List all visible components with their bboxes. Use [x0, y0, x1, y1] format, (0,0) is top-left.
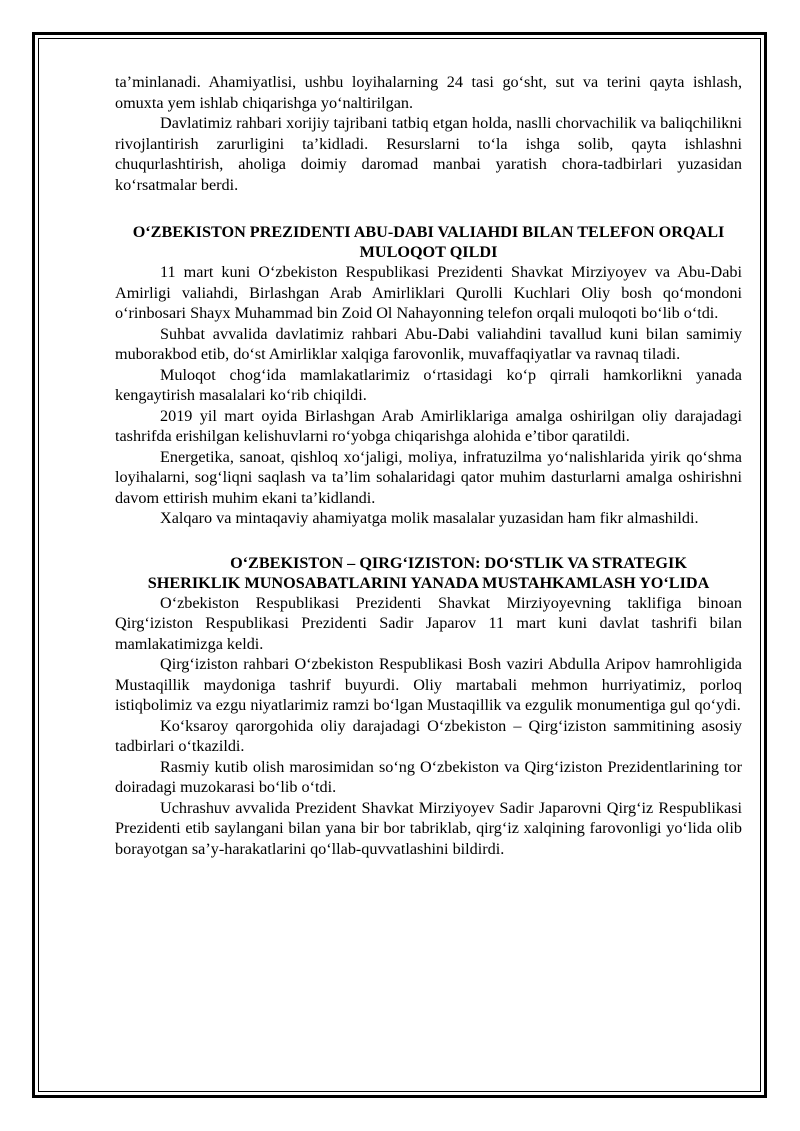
article-title-line: SHERIKLIK MUNOSABATLARINI YANADA MUSTAHKAMLASH YO‘LIDA: [147, 573, 710, 592]
paragraph: O‘zbekiston Respublikasi Prezidenti Shavkat Mirziyoyevning taklifiga binoan Qirg‘iziston Respublikasi Prezidenti Sadir Japarov 11 mart kuni davlat tashrifi bilan mamlakatimizga keldi.: [115, 593, 742, 653]
article-title: O‘ZBEKISTON PREZIDENTI ABU-DABI VALIAHDI BILAN TELEFON ORQALI MULOQOT QILDI: [132, 223, 725, 261]
paragraph: Xalqaro va mintaqaviy ahamiyatga molik masalalar yuzasidan ham fikr almashildi.: [160, 509, 699, 527]
paragraph: 11 mart kuni O‘zbekiston Respublikasi Prezidenti Shavkat Mirziyoyev va Abu-Dabi Amirligi valiahdi, Birlashgan Arab Amirliklari Qurolli Kuchlari Oliy bosh qo‘mondoni o‘rinbosari Shayx Muhammad bin Zoid Ol Nahayonning telefon orqali muloqoti bo‘lib o‘tdi.: [115, 263, 742, 322]
paragraph: Ko‘ksaroy qarorgohida oliy darajadagi O‘zbekiston – Qirg‘iziston sammitining asosiy tadbirlari o‘tkazildi.: [115, 716, 742, 755]
article-title-line: O‘ZBEKISTON – QIRG‘IZISTON: DO‘STLIK VA STRATEGIK: [230, 553, 687, 572]
paragraph: ta’minlanadi. Ahamiyatlisi, ushbu loyihalarning 24 tasi go‘sht, sut va terini qayta ishlash, omuxta yem ishlab chiqarishga yo‘naltirilgan.: [115, 73, 742, 112]
article-title: [115, 553, 742, 593]
paragraph: Davlatimiz rahbari xorijiy tajribani tatbiq etgan holda, naslli chorvachilik va baliqchilikni rivojlantirish zarurligini ta’kidladi. Resurslarni to‘la ishga solib, qayta ishlashni chuqurlashtirish, aholiga doimiy daromad manbai yaratish chora-tadbirlari yuzasidan ko‘rsatmalar berdi.: [115, 114, 742, 194]
paragraph: Suhbat avvalida davlatimiz rahbari Abu-Dabi valiahdini tavallud kuni bilan samimiy muborakbod etib, do‘st Amirliklar xalqiga farovonlik, muvaffaqiyatlar va ravnaq tiladi.: [115, 324, 742, 363]
paragraph: Muloqot chog‘ida mamlakatlarimiz o‘rtasidagi ko‘p qirrali hamkorlikni yanada kengaytirish masalalari ko‘rib chiqildi.: [115, 365, 742, 404]
document-body: [115, 72, 742, 859]
paragraph: Qirg‘iziston rahbari O‘zbekiston Respublikasi Bosh vaziri Abdulla Aripov hamrohligida Mustaqillik maydoniga tashrif buyurdi. Oliy martabali mehmon hurriyatimiz, porloq istiqbolimiz va ezgu niyatlarimiz ramzi bo‘lgan Mustaqillik va ezgulik monumentiga gul qo‘ydi.: [115, 655, 742, 714]
paragraph: Energetika, sanoat, qishloq xo‘jaligi, moliya, infratuzilma yo‘nalishlarida yirik qo‘shma loyihalarni, sog‘liqni saqlash va ta’lim sohalaridagi qator muhim dasturlarni amalga oshirishni davom ettirish muhim ekani ta’kidlandi.: [115, 447, 742, 507]
paragraph: Rasmiy kutib olish marosimidan so‘ng O‘zbekiston va Qirg‘iziston Prezidentlarining tor doiradagi muzokarasi bo‘lib o‘tdi.: [115, 757, 742, 796]
paragraph: Uchrashuv avvalida Prezident Shavkat Mirziyoyev Sadir Japarovni Qirg‘iz Respublikasi Prezidenti etib saylangani bilan yana bir bor tabriklab, qirg‘iz xalqining farovonligi yo‘lida olib borayotgan sa’y-harakatlarini qo‘llab-quvvatlashini bildirdi.: [115, 798, 742, 858]
paragraph: 2019 yil mart oyida Birlashgan Arab Amirliklariga amalga oshirilgan oliy darajadagi tashrifda erishilgan kelishuvlarni ro‘yobga chiqarishga alohida e’tibor qaratildi.: [115, 406, 742, 445]
